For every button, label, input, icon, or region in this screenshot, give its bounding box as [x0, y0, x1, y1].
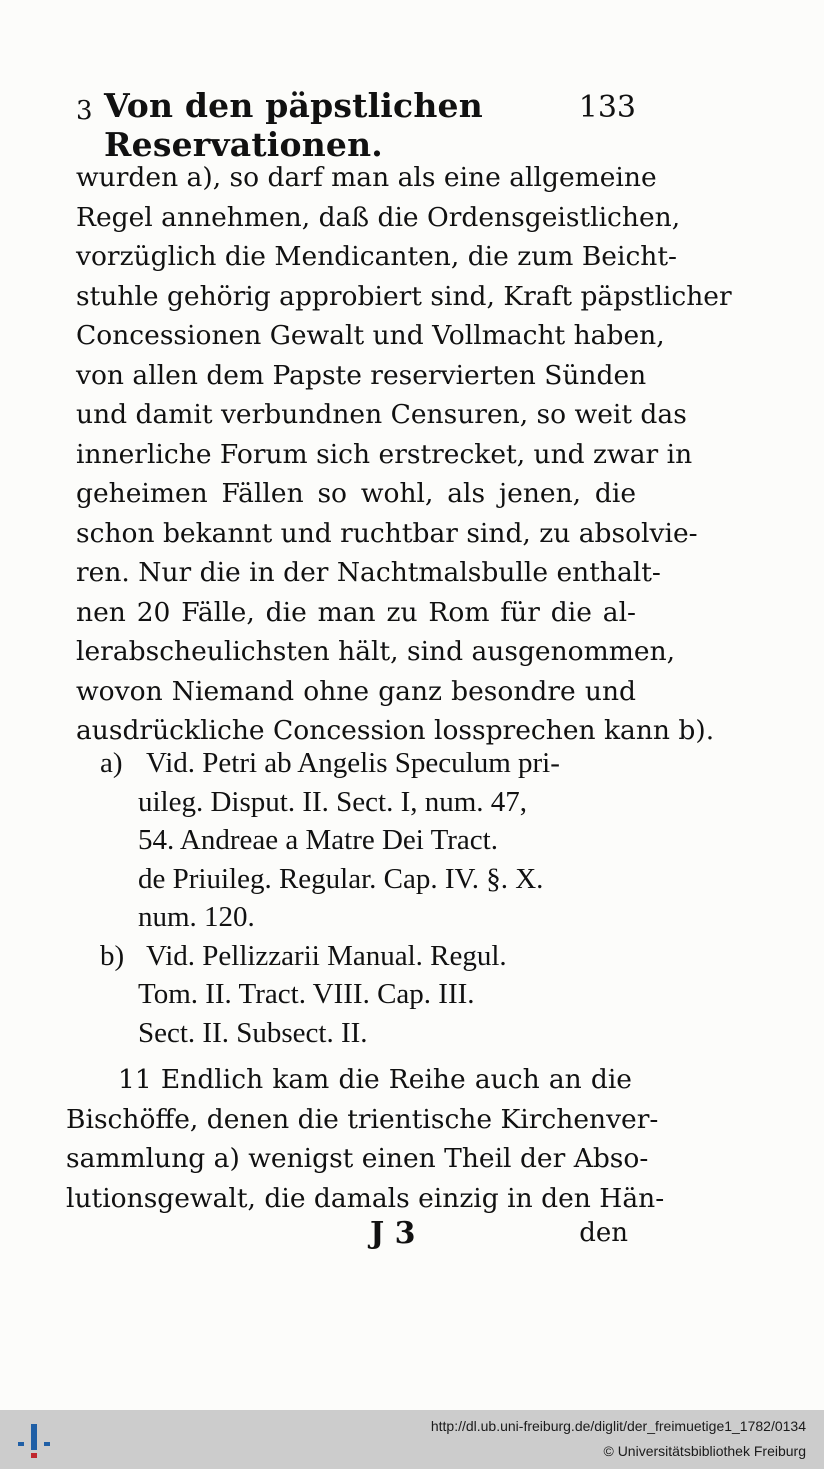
signature-mark: J 3: [370, 1216, 416, 1251]
footnote-line: num. 120.: [138, 901, 255, 933]
main-text: [76, 158, 732, 751]
text-line: wurden a), so darf man als eine allgemeine: [76, 162, 657, 193]
text-line: und damit verbundnen Censuren, so weit das: [76, 399, 687, 430]
running-header: [76, 86, 636, 164]
copyright-notice: © Universitätsbibliothek Freiburg: [603, 1443, 806, 1459]
text-line: 11 Endlich kam die Reihe auch an die: [118, 1064, 632, 1095]
footnote-line: Tom. II. Tract. VIII. Cap. III.: [138, 978, 475, 1010]
source-url[interactable]: http://dl.ub.uni-freiburg.de/diglit/der_freimuetige1_1782/0134: [430, 1418, 806, 1434]
text-line: nen 20 Fälle, die man zu Rom für die al-: [76, 596, 636, 628]
footnote-label: b): [100, 939, 125, 972]
text-line: schon bekannt und ruchtbar sind, zu absolvie-: [76, 517, 698, 549]
footnote-line: de Priuileg. Regular. Cap. IV. §. X.: [138, 862, 544, 895]
page-number: 133: [578, 90, 636, 125]
text-line: geheimen Fällen so wohl, als jenen, die: [76, 478, 636, 509]
text-line: ausdrückliche Concession lossprechen kann b).: [76, 715, 715, 746]
text-line: ren. Nur die in der Nachtmalsbulle enthalt-: [76, 557, 661, 588]
footnote-line: Sect. II. Subsect. II.: [138, 1016, 368, 1049]
footnote-line: Vid. Petri ab Angelis Speculum pri-: [146, 747, 560, 779]
viewer-footer: [0, 1410, 824, 1469]
paragraph-11: [66, 1060, 665, 1218]
text-line: Concessionen Gewalt und Vollmacht haben,: [76, 320, 665, 351]
footnote-line: uileg. Disput. II. Sect. I, num. 47,: [138, 785, 528, 818]
ub-freiburg-logo-icon[interactable]: [14, 1420, 54, 1460]
text-line: innerliche Forum sich erstrecket, und zwar in: [76, 438, 693, 470]
running-title: Von den päpstlichen Reservationen.: [104, 86, 483, 164]
footnote-line: 54. Andreae a Matre Dei Tract.: [138, 824, 498, 856]
footnote-label: a): [100, 747, 123, 779]
footnote-a: [100, 744, 640, 937]
text-line: von allen dem Papste reservierten Sünden: [76, 359, 647, 391]
text-line: stuhle gehörig approbiert sind, Kraft päpstlicher: [76, 280, 732, 312]
section-number: 3: [76, 96, 93, 126]
text-line: lutionsgewalt, die damals einzig in den Hän-: [66, 1182, 665, 1214]
text-line: lerabscheulichsten hält, sind ausgenommen,: [76, 636, 676, 667]
text-line: Bischöffe, denen die trientische Kirchenver-: [66, 1103, 659, 1135]
footnote-line: Vid. Pellizzarii Manual. Regul.: [146, 939, 507, 972]
text-line: vorzüglich die Mendicanten, die zum Beicht-: [76, 241, 677, 272]
text-line: Regel annehmen, daß die Ordensgeistlichen,: [76, 201, 681, 233]
footnotes: [100, 744, 640, 1052]
text-line: sammlung a) wenigst einen Theil der Abso-: [66, 1143, 649, 1174]
catchword: den: [579, 1218, 628, 1248]
text-line: wovon Niemand ohne ganz besondre und: [76, 675, 636, 707]
footnote-b: [100, 937, 640, 1053]
